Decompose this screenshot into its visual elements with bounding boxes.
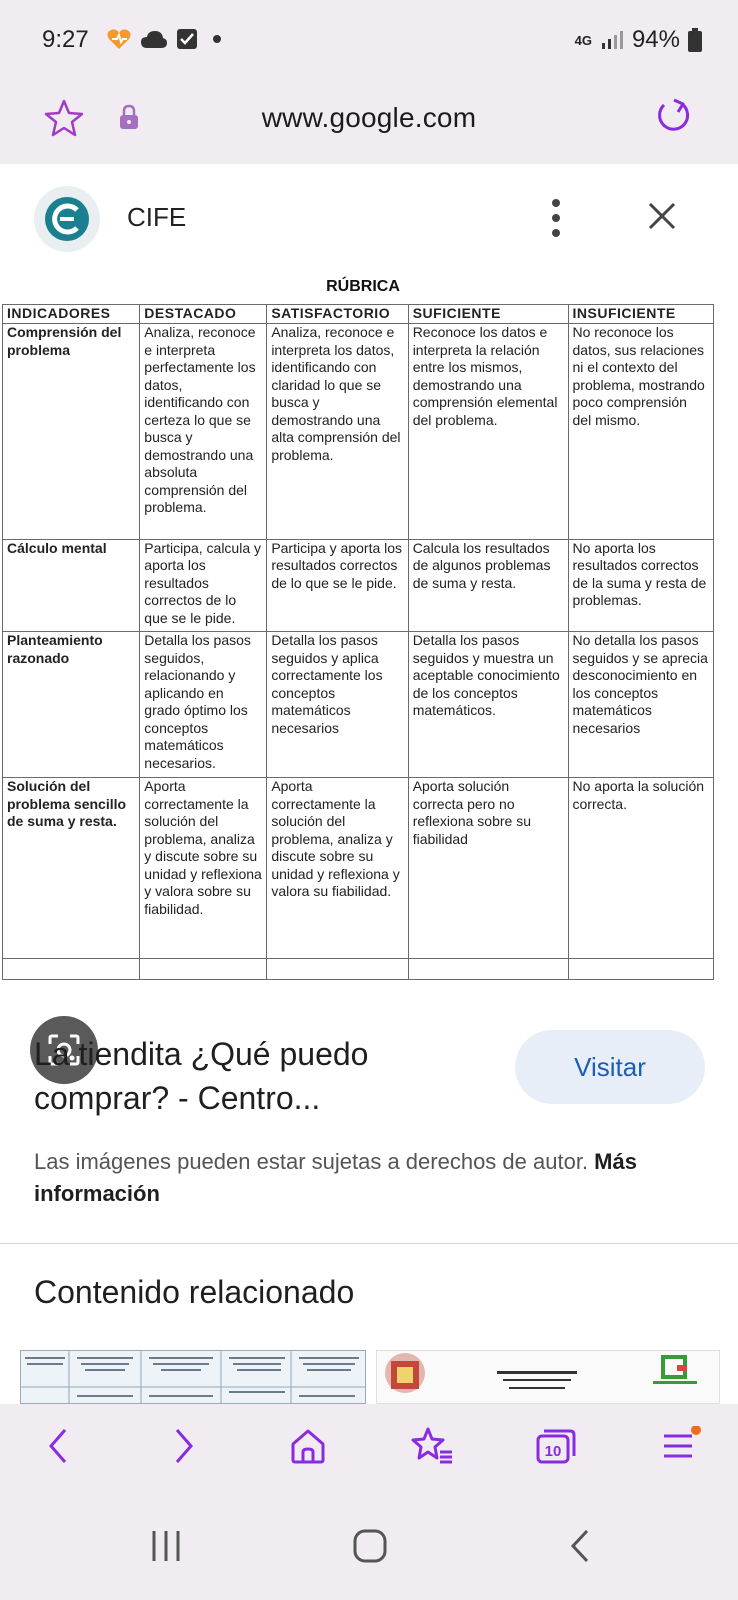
- cloud-icon: [140, 29, 168, 49]
- tabs-button[interactable]: [528, 1420, 584, 1472]
- bookmarks-button[interactable]: [404, 1420, 460, 1472]
- rubric-cell: Detalla los pasos seguidos y muestra un aceptable conocimiento de los conceptos matemáticos.: [408, 632, 568, 778]
- divider: [0, 1243, 738, 1244]
- status-time: 9:27: [42, 26, 89, 53]
- bookmarks-icon: [410, 1426, 454, 1466]
- rubric-row: [3, 632, 714, 778]
- rights-text: Las imágenes pueden estar sujetas a derechos de autor.: [34, 1149, 589, 1174]
- back-button[interactable]: [30, 1420, 86, 1472]
- rubric-title: RÚBRICA: [326, 278, 400, 295]
- rubric-cell: Detalla los pasos seguidos, relacionando y aplicando en grado óptimo los conceptos matemáticos necesarios.: [140, 632, 267, 778]
- home-button[interactable]: [280, 1420, 336, 1472]
- more-icon[interactable]: [550, 198, 562, 238]
- result-title[interactable]: La tiendita ¿Qué puedo comprar? - Centro...: [34, 1036, 369, 1116]
- visit-button[interactable]: Visitar: [515, 1030, 705, 1104]
- indicator-cell: Planteamiento razonado: [3, 632, 140, 778]
- checkbox-icon: [176, 28, 198, 50]
- site-name: CIFE: [127, 202, 187, 232]
- rubric-cell: Participa y aporta los resultados correctos de lo que se le pide.: [267, 539, 408, 632]
- rubric-header-row: [3, 305, 714, 324]
- status-right: [575, 26, 702, 54]
- back-icon: [43, 1426, 73, 1466]
- rubric-cell: Analiza, reconoce e interpreta los datos, identificando con claridad lo que se busca y demostrando una alta comprensión del problema.: [267, 324, 408, 540]
- url-text[interactable]: www.google.com: [261, 102, 477, 133]
- forward-button[interactable]: [156, 1420, 212, 1472]
- rubric-empty-row: [3, 959, 714, 980]
- empty-cell: [568, 959, 714, 980]
- related-thumbnails: [20, 1350, 720, 1404]
- sys-back-icon: [565, 1528, 595, 1564]
- site-header: [0, 164, 738, 274]
- header-suficiente: SUFICIENTE: [408, 305, 568, 324]
- cife-logo: [34, 186, 100, 252]
- rubric-table: [2, 304, 714, 980]
- rubric-cell: No aporta la solución correcta.: [568, 778, 714, 959]
- indicator-cell: Comprensión del problema: [3, 324, 140, 540]
- empty-cell: [140, 959, 267, 980]
- header-indicadores: INDICADORES: [3, 305, 140, 324]
- rubric-cell: Calcula los resultados de algunos problemas de suma y resta.: [408, 539, 568, 632]
- forward-icon: [169, 1426, 199, 1466]
- rubric-row: [3, 324, 714, 540]
- rubric-cell: Reconoce los datos e interpreta la relación entre los mismos, demostrando una comprensión elemental del problema.: [408, 324, 568, 540]
- signal-icon: [600, 29, 624, 51]
- rubric-cell: Aporta solución correcta pero no reflexiona sobre su fiabilidad: [408, 778, 568, 959]
- rubric-cell: Aporta correctamente la solución del problema, analiza y discute sobre su unidad y reflexiona y valora sobre su fiabilidad.: [140, 778, 267, 959]
- menu-button[interactable]: [652, 1420, 708, 1472]
- copyright-notice: [34, 1146, 714, 1210]
- rubric-row: [3, 539, 714, 632]
- battery-icon: [688, 28, 702, 52]
- header-satisfactorio: SATISFACTORIO: [267, 305, 408, 324]
- rubric-cell: No detalla los pasos seguidos y se aprecia desconocimiento en los conceptos matemáticos necesarios: [568, 632, 714, 778]
- rubric-cell: Participa, calcula y aporta los resultados correctos de lo que se le pide.: [140, 539, 267, 632]
- related-title: Contenido relacionado: [34, 1274, 355, 1310]
- battery-percent: 94%: [631, 26, 680, 53]
- rubric-cell: No reconoce los datos, sus relaciones ni el contexto del problema, mostrando poco comprensión del mismo.: [568, 324, 714, 540]
- rubric-image[interactable]: [0, 274, 738, 994]
- system-nav-bar: [0, 1488, 738, 1600]
- heart-icon: [106, 28, 132, 50]
- url-bar: [0, 84, 738, 164]
- tabs-count: 10: [544, 1443, 562, 1460]
- browser-bottom-nav: [0, 1404, 738, 1488]
- home-icon: [288, 1426, 328, 1466]
- home-circle-icon: [352, 1528, 388, 1564]
- rubric-cell: Analiza, reconoce e interpreta perfectamente los datos, identificando con certeza lo que se busca y demostrando una absoluta comprensión del problema.: [140, 324, 267, 540]
- rubric-cell: Detalla los pasos seguidos y aplica correctamente los conceptos matemáticos necesarios: [267, 632, 408, 778]
- recents-button[interactable]: [136, 1518, 196, 1574]
- network-type: 4G: [574, 32, 592, 48]
- status-notification-icons: [106, 28, 228, 50]
- menu-icon: [658, 1426, 702, 1466]
- rubric-row: [3, 778, 714, 959]
- related-thumbnail[interactable]: [376, 1350, 720, 1404]
- image-viewer-sheet: [0, 164, 738, 1404]
- empty-cell: [408, 959, 568, 980]
- empty-cell: [267, 959, 408, 980]
- more-info-link[interactable]: Más información: [34, 1149, 637, 1206]
- system-back-button[interactable]: [550, 1518, 610, 1574]
- related-thumbnail[interactable]: [20, 1350, 366, 1404]
- empty-cell: [3, 959, 140, 980]
- home-system-button[interactable]: [340, 1518, 400, 1574]
- header-insuficiente: INSUFICIENTE: [568, 305, 714, 324]
- recents-icon: [148, 1529, 184, 1563]
- indicator-cell: Cálculo mental: [3, 539, 140, 632]
- status-bar: [0, 0, 738, 84]
- rubric-cell: Aporta correctamente la solución del problema, analiza y discute sobre su unidad y reflexiona y valora su fiabilidad.: [267, 778, 408, 959]
- close-icon[interactable]: [646, 200, 678, 232]
- dot-icon: [206, 28, 228, 50]
- header-destacado: DESTACADO: [140, 305, 267, 324]
- rubric-cell: No aporta los resultados correctos de la suma y resta de problemas.: [568, 539, 714, 632]
- indicator-cell: Solución del problema sencillo de suma y resta.: [3, 778, 140, 959]
- tabs-icon: [534, 1426, 578, 1466]
- reload-icon[interactable]: [652, 96, 692, 136]
